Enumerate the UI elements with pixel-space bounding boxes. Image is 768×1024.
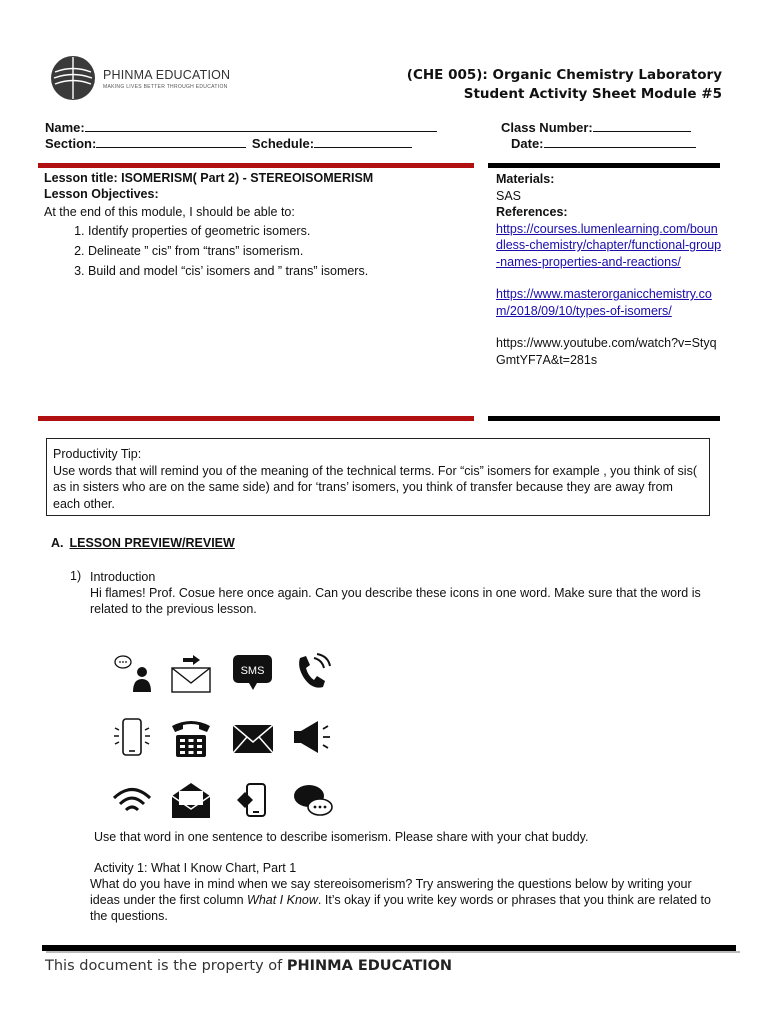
date-label: Date: [511, 136, 544, 151]
section-title: LESSON PREVIEW/REVIEW [69, 536, 235, 550]
section-letter: A. [51, 536, 64, 550]
date-field [511, 135, 696, 151]
chat-bubbles-icon [292, 778, 336, 822]
tip-title: Productivity Tip: [53, 447, 142, 461]
intro-heading: Introduction [90, 570, 156, 584]
intro-number: 1) [70, 569, 82, 583]
date-input-line[interactable] [544, 135, 696, 148]
chat-person-icon [110, 652, 154, 696]
megaphone-icon [292, 716, 336, 760]
logo-tagline: MAKING LIVES BETTER THROUGH EDUCATION [103, 84, 228, 90]
header-title [407, 66, 722, 104]
lesson-intro: At the end of this module, I should be able to: [44, 205, 295, 219]
sms-bubble-icon [231, 652, 275, 696]
lesson-title: Lesson title: ISOMERISM( Part 2) - STEREOISOMERISM [44, 171, 374, 185]
section-field [45, 135, 412, 151]
mobile-vibrate-icon [110, 716, 154, 760]
intro-body: Hi flames! Prof. Cosue here once again. Can you describe these icons in one word. Make sure that the word is related to the previous lesson. [90, 586, 701, 616]
activity-body-post: . It’s okay if you write key words or phrases that you think are related to the questions. [90, 893, 711, 923]
activity-body-pre: What do you have in mind when we say stereoisomerism? Try answering the questions below by writing your ideas under the first column [90, 877, 692, 907]
module-title: Student Activity Sheet Module #5 [463, 86, 722, 102]
wifi-icon [110, 778, 154, 822]
footer-bold: PHINMA EDUCATION [286, 958, 453, 974]
lesson-bottom-bar [38, 416, 474, 421]
schedule-label: Schedule: [251, 136, 315, 151]
phone-tap-icon [231, 778, 275, 822]
instruction-text: Use that word in one sentence to describe isomerism. Please share with your chat buddy. [94, 830, 589, 844]
phinma-logo-icon [50, 55, 96, 101]
objectives-list [62, 221, 368, 281]
reference-text-3: https://www.youtube.com/watch?v=StyqGmtYF7A&t=281s [496, 336, 717, 367]
logo-name: PHINMA EDUCATION [103, 68, 231, 82]
class-number-input-line[interactable] [593, 119, 691, 132]
footer-shadow [46, 951, 740, 953]
reference-link-2[interactable]: https://www.masterorganicchemistry.com/2018/09/10/types-of-isomers/ [496, 287, 712, 318]
materials-column [496, 171, 722, 368]
lesson-top-bar [38, 163, 474, 168]
activity-title: Activity 1: What I Know Chart, Part 1 [94, 861, 297, 875]
activity-body-em: What I Know [247, 893, 318, 907]
phone-ringing-icon [292, 652, 336, 696]
class-number-field [501, 119, 691, 135]
course-title: (CHE 005): Organic Chemistry Laboratory [406, 67, 722, 83]
envelope-icon [231, 716, 275, 760]
sms-label: SMS [240, 665, 265, 677]
name-label: Name: [45, 120, 85, 135]
references-label: References: [496, 205, 568, 219]
open-envelope-icon [169, 778, 213, 822]
materials-value: SAS [496, 188, 522, 203]
materials-label: Materials: [496, 172, 555, 186]
objective-item: 2. Delineate ” cis” from “trans” isomerism. [88, 241, 368, 261]
productivity-tip-box [46, 438, 710, 516]
schedule-input-line[interactable] [314, 135, 412, 148]
desk-telephone-icon [169, 716, 213, 760]
materials-bottom-bar [488, 416, 720, 421]
class-number-label: Class Number: [501, 120, 593, 135]
email-send-icon [169, 652, 213, 696]
section-label: Section: [45, 136, 97, 151]
footer-pre: This document is the property of [45, 958, 287, 974]
introduction [90, 569, 720, 617]
materials-top-bar [488, 163, 720, 168]
objective-item: 1. Identify properties of geometric isomers. [88, 221, 368, 241]
footer-text [45, 958, 452, 974]
section-a-heading [51, 536, 235, 550]
section-input-line[interactable] [96, 135, 246, 148]
objective-item: 3. Build and model “cis’ isomers and ” trans” isomers. [88, 261, 368, 281]
activity-body [90, 876, 720, 924]
tip-body: Use words that will remind you of the meaning of the technical terms. For “cis” isomers for example , you think of sis( as in sisters who are on the same side) and for ‘trans’ isomers, you think of transfer because they are away from each other. [53, 463, 697, 511]
name-field [45, 119, 437, 135]
lesson-objectives-label: Lesson Objectives: [44, 187, 159, 201]
name-input-line[interactable] [85, 119, 437, 132]
reference-link-1[interactable]: https://courses.lumenlearning.com/boundless-chemistry/chapter/functional-group-names-properties-and-reactions/ [496, 221, 722, 269]
